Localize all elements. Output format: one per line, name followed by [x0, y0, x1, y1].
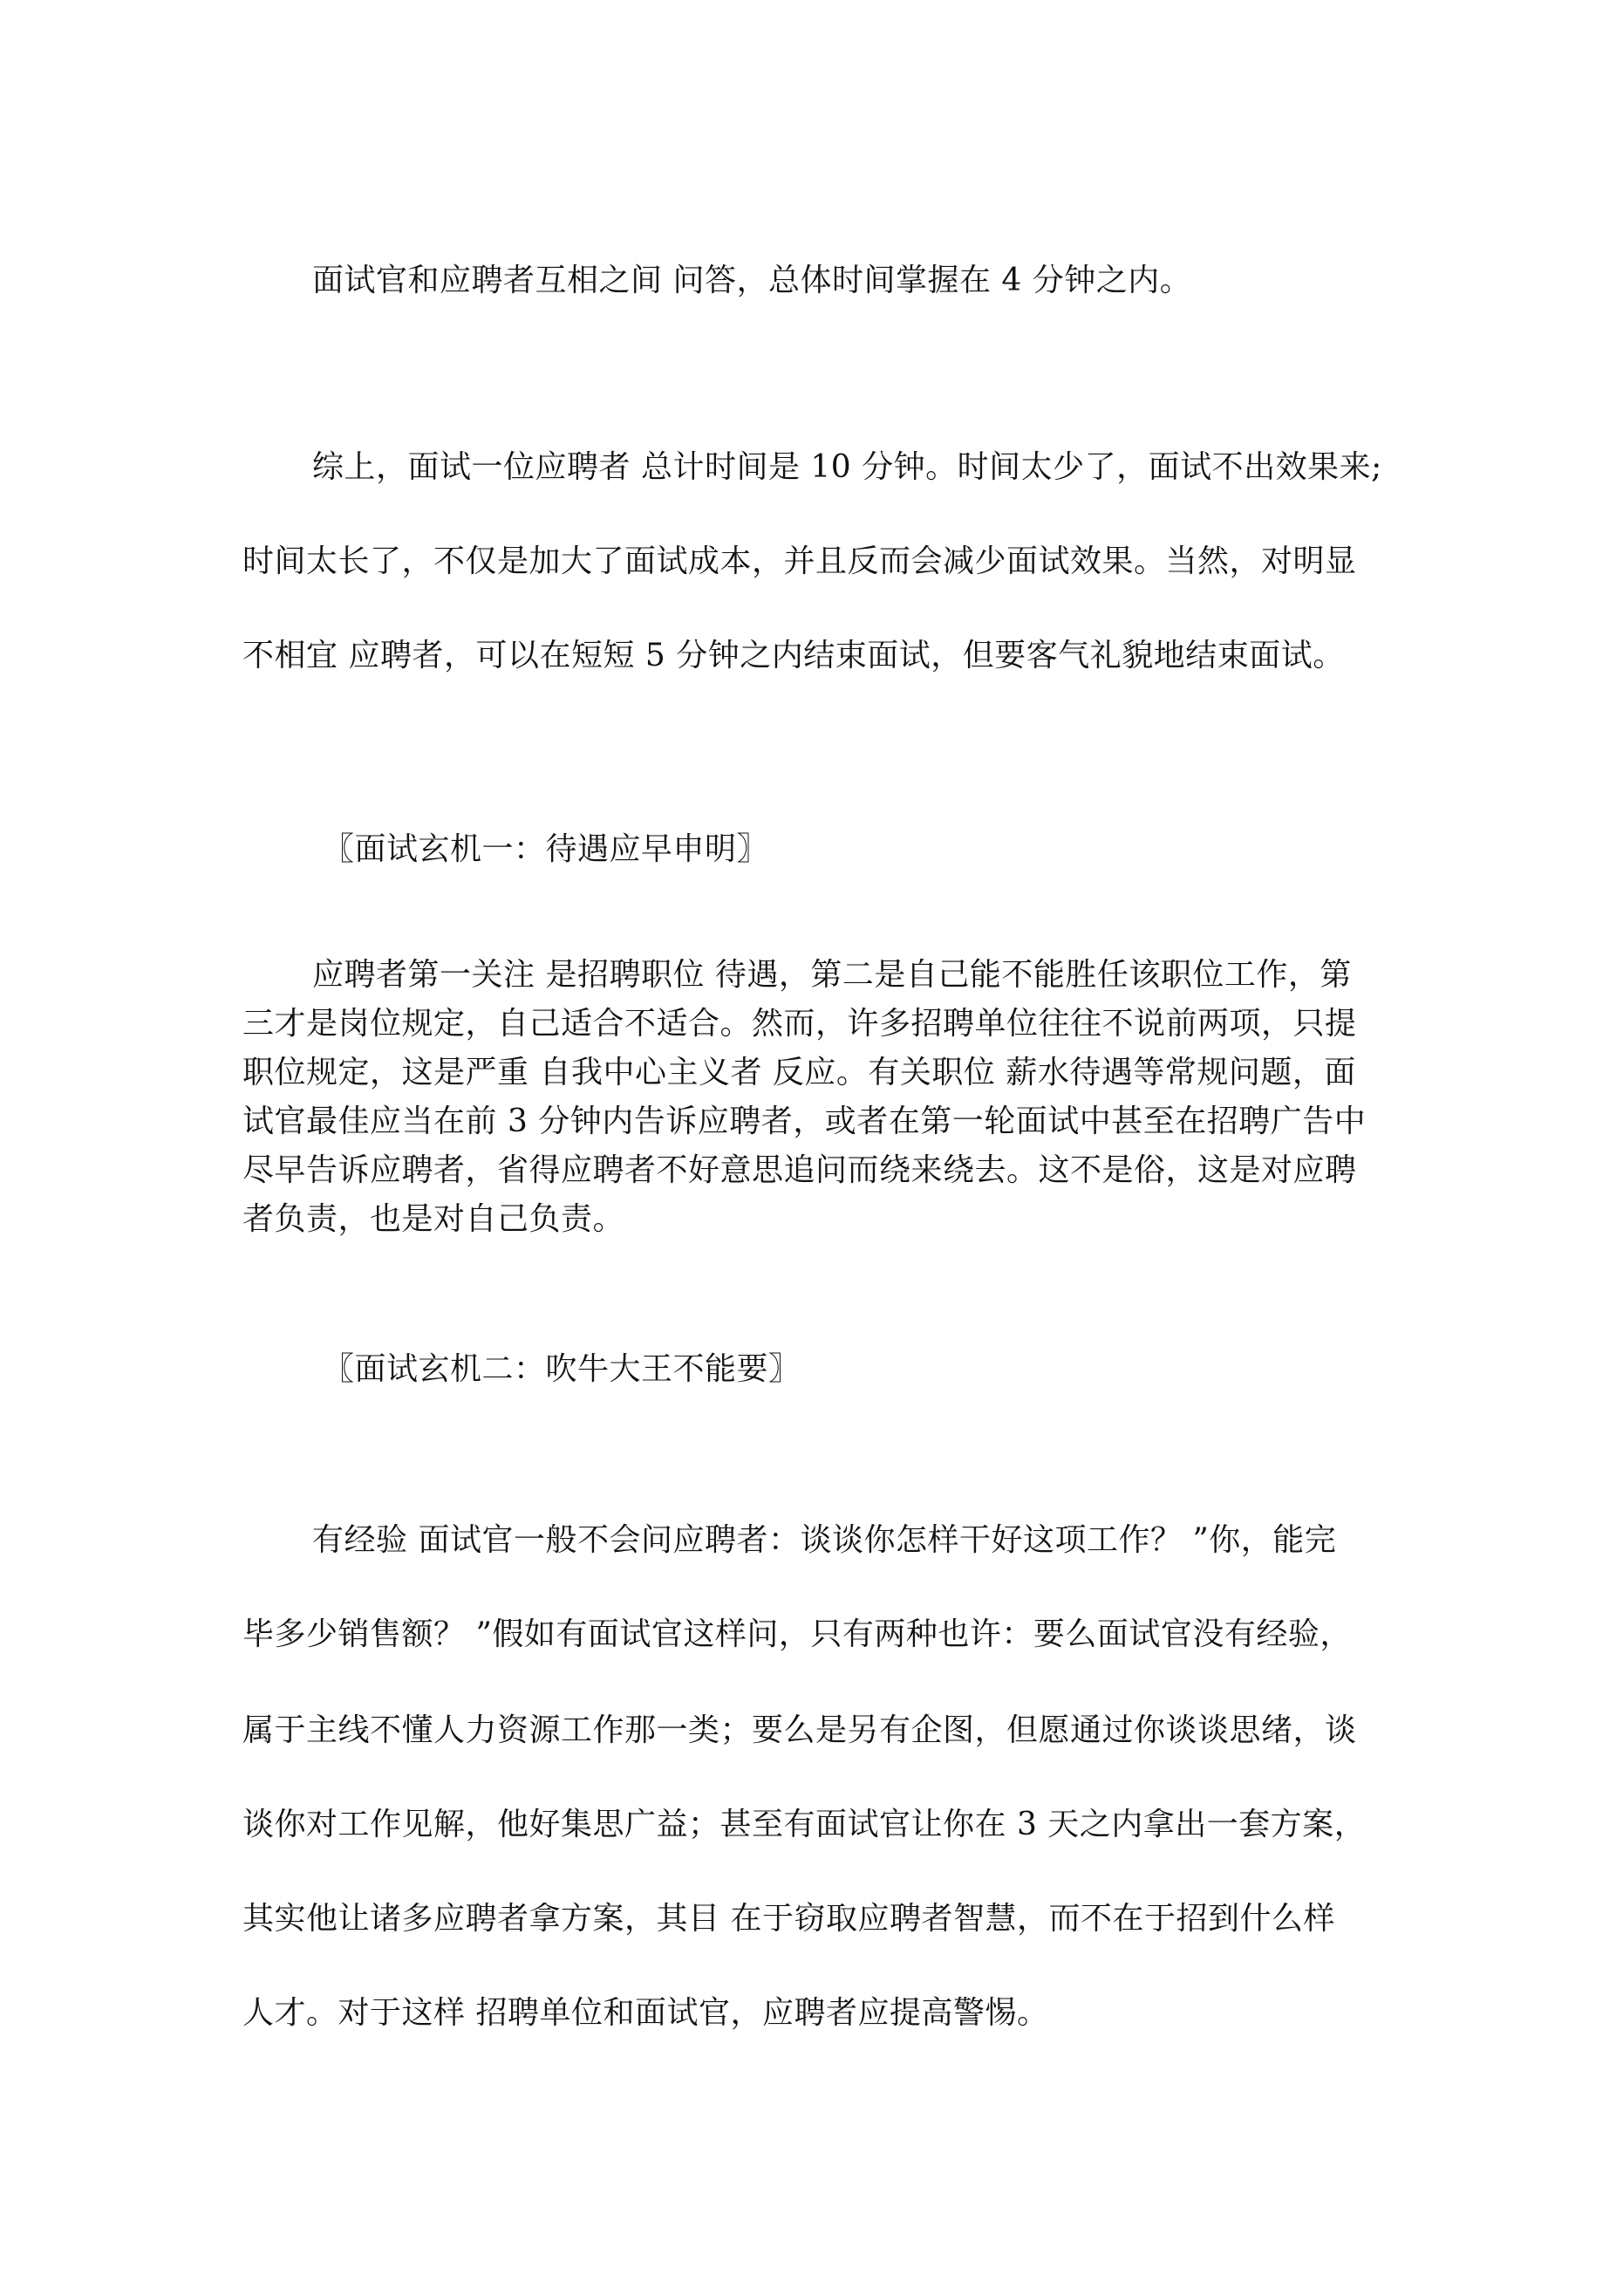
paragraph-3-line-5: 尽早告诉应聘者，省得应聘者不好意思追问而绕来绕去。这不是俗，这是对应聘	[242, 1152, 1357, 1188]
section-heading-2: 〖面试玄机二：吹牛大王不能要〗	[323, 1351, 801, 1387]
section-heading-1: 〖面试玄机一：待遇应早申明〗	[323, 831, 769, 867]
paragraph-2-line-2: 时间太长了，不仅是加大了面试成本，并且反而会减少面试效果。当然，对明显	[242, 543, 1357, 579]
paragraph-3-line-4: 试官最佳应当在前 3 分钟内告诉应聘者，或者在第一轮面试中甚至在招聘广告中	[242, 1104, 1367, 1139]
paragraph-4-line-2: 毕多少销售额？ ”假如有面试官这样问，只有两种也许：要么面试官没有经验，	[242, 1616, 1352, 1652]
paragraph-3-line-1: 应聘者第一关注 是招聘职位 待遇，第二是自己能不能胜任该职位工作，第	[312, 957, 1352, 993]
paragraph-1-line-1: 面试官和应聘者互相之间 问答，总体时间掌握在 4 分钟之内。	[312, 263, 1192, 298]
paragraph-3-line-6: 者负责，也是对自己负责。	[242, 1201, 625, 1237]
paragraph-4-line-1: 有经验 面试官一般不会问应聘者：谈谈你怎样干好这项工作？ ”你，能完	[312, 1522, 1337, 1558]
paragraph-3-line-2: 三才是岗位规定，自己适合不适合。然而，许多招聘单位往往不说前两项，只提	[242, 1006, 1357, 1042]
paragraph-4-line-4: 谈你对工作见解，他好集思广益；甚至有面试官让你在 3 天之内拿出一套方案，	[242, 1807, 1367, 1842]
paragraph-2-line-3: 不相宜 应聘者，可以在短短 5 分钟之内结束面试，但要客气礼貌地结束面试。	[242, 638, 1345, 673]
paragraph-4-line-3: 属于主线不懂人力资源工作那一类；要么是另有企图，但愿通过你谈谈思绪，谈	[242, 1712, 1357, 1748]
paragraph-4-line-5: 其实他让诸多应聘者拿方案，其目 在于窃取应聘者智慧，而不在于招到什么样	[242, 1901, 1335, 1937]
paragraph-3-line-3: 职位规定，这是严重 自我中心主义者 反应。有关职位 薪水待遇等常规问题，面	[242, 1055, 1356, 1090]
paragraph-2-line-1: 综上，面试一位应聘者 总计时间是 10 分钟。时间太少了，面试不出效果来;	[312, 449, 1382, 485]
paragraph-4-line-6: 人才。对于这样 招聘单位和面试官，应聘者应提高警惕。	[242, 1995, 1049, 2031]
